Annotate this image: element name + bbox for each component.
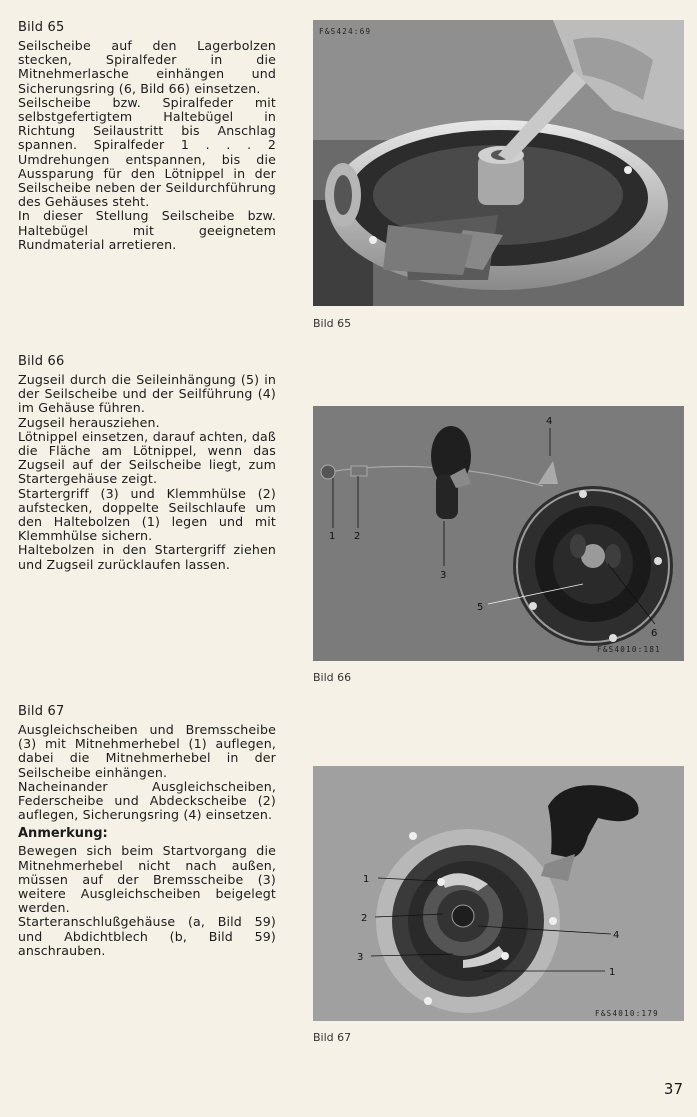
callout-3: 3 bbox=[440, 570, 447, 581]
figure-66-photo bbox=[313, 406, 684, 661]
paragraph: Lötnippel einsetzen, darauf achten, daß die Fläche am Lötnippel, wenn das Zugseil auf der Seilscheibe liegt, zum Startergehäuse zeigt. bbox=[18, 428, 276, 487]
callout-1b: 1 bbox=[609, 967, 616, 978]
paragraph: Starteranschlußgehäuse (a, Bild 59) und Abdichtblech (b, Bild 59) anschrauben. bbox=[18, 914, 276, 958]
figure-code: F&S4010:181 bbox=[597, 645, 661, 654]
paragraph: Zugseil durch die Seileinhängung (5) in der Seilscheibe und der Seilführung (4) im Gehäuse führen. bbox=[18, 372, 276, 416]
note-heading: Anmerkung: bbox=[18, 826, 108, 842]
paragraph: Seilscheibe bzw. Spiralfeder mit selbstgefertigtem Haltebügel in Richtung Seilaustritt bis Anschlag spannen. Spiralfeder 1 . . . 2 Umdrehungen entspannen, bis die Aussparung für den Lötnippel in der Seilscheibe neben der Seildurchführung des Gehäuses steht. bbox=[18, 94, 276, 210]
callout-2: 2 bbox=[361, 913, 368, 924]
section-heading: Bild 67 bbox=[18, 704, 65, 719]
section-bild-65 bbox=[18, 20, 276, 252]
callout-6: 6 bbox=[651, 628, 658, 639]
paragraph: In dieser Stellung Seilscheibe bzw. Haltebügel mit geeignetem Rundmaterial arretieren. bbox=[18, 208, 276, 252]
paragraph: Startergriff (3) und Klemmhülse (2) aufstecken, doppelte Seilschlaufe um den Haltebolzen (1) legen und mit Klemmhülse sichern. bbox=[18, 485, 276, 544]
section-bild-66 bbox=[18, 354, 276, 572]
paragraph: Ausgleichscheiben und Bremsscheibe (3) mit Mitnehmerhebel (1) auflegen, dabei die Mitnehmerhebel in der Seilscheibe einhängen. bbox=[18, 722, 276, 780]
callout-4: 4 bbox=[546, 416, 553, 427]
page-number: 37 bbox=[663, 1080, 683, 1098]
callout-3: 3 bbox=[357, 952, 364, 963]
callout-1: 1 bbox=[363, 874, 370, 885]
figure-67-photo bbox=[313, 766, 684, 1021]
figure-code: F&S424:69 bbox=[319, 27, 372, 36]
paragraph: Zugseil herausziehen. bbox=[18, 414, 160, 430]
callout-5: 5 bbox=[477, 602, 484, 613]
paragraph: Haltebolzen in den Startergriff ziehen und Zugseil zurücklaufen lassen. bbox=[18, 542, 276, 572]
paragraph: Nacheinander Ausgleichscheiben, Federscheibe und Abdeckscheibe (2) auflegen, Sicherungsring (4) einsetzen. bbox=[18, 778, 276, 823]
section-bild-67 bbox=[18, 704, 276, 958]
figure-code: F&S4010:179 bbox=[595, 1009, 659, 1018]
figure-caption: Bild 66 bbox=[313, 671, 352, 684]
section-heading: Bild 66 bbox=[18, 354, 65, 369]
figure-65-photo bbox=[313, 20, 684, 306]
section-heading: Bild 65 bbox=[18, 20, 65, 35]
figure-caption: Bild 67 bbox=[313, 1031, 352, 1044]
paragraph: Seilscheibe auf den Lagerbolzen stecken, Spiralfeder in die Mitnehmerlasche einhängen und Sicherungsring (6, Bild 66) einsetzen. bbox=[18, 38, 276, 96]
callout-2: 2 bbox=[354, 531, 361, 542]
paragraph: Bewegen sich beim Startvorgang die Mitnehmerhebel nicht nach außen, müssen auf der Bremsscheibe (3) weitere Ausgleichscheiben beigelegt werden. bbox=[18, 843, 276, 916]
callout-4: 4 bbox=[613, 930, 620, 941]
callout-1: 1 bbox=[329, 531, 336, 542]
figure-caption: Bild 65 bbox=[313, 317, 352, 330]
